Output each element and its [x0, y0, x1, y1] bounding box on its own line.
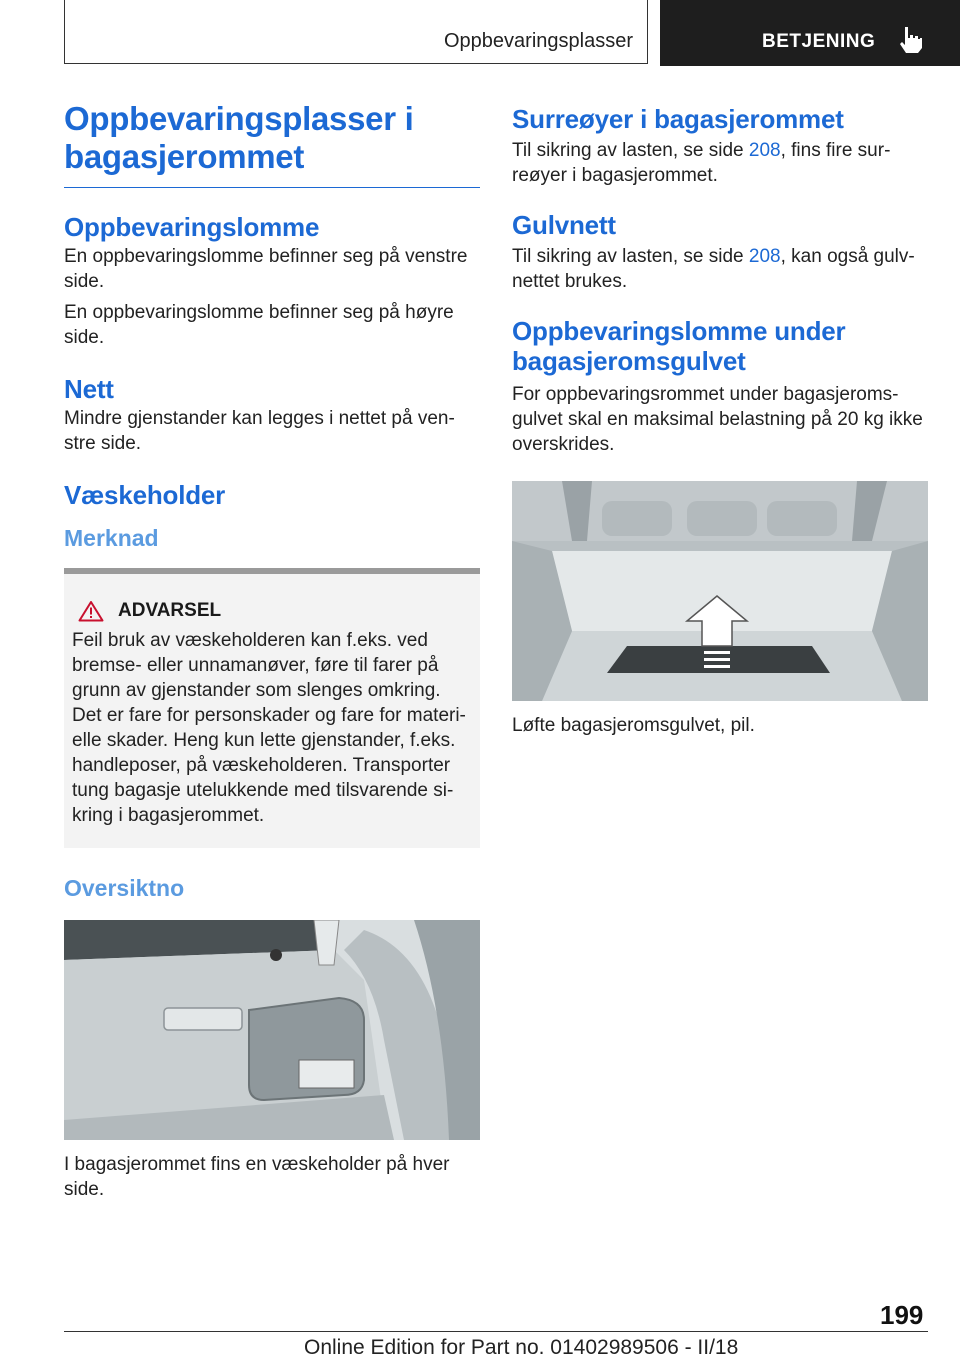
heading-note: Merknad: [64, 525, 159, 551]
left-column: [64, 100, 480, 1202]
paragraph: Til sikring av lasten, se side 208, fins fire sur- reøyer i bagasjerommet.: [512, 140, 891, 186]
paragraph: En oppbevaringslomme befinner seg på høyre side.: [64, 302, 454, 348]
edition-info: Online Edition for Part no. 01402989506 - II/18: [304, 1336, 739, 1359]
warning-box: [64, 568, 480, 848]
page-header: [0, 0, 960, 66]
page-title: Oppbevaringsplasser i bagasjerommet: [64, 100, 414, 175]
paragraph: En oppbevaringslomme befinner seg på venstre side.: [64, 246, 468, 292]
footer-rule: [64, 1331, 928, 1332]
chapter-title: BETJENING: [762, 31, 876, 52]
paragraph: Til sikring av lasten, se side 208, kan også gulv- nettet brukes.: [512, 246, 915, 292]
heading-floor-net: Gulvnett: [512, 210, 616, 240]
paragraph: Mindre gjenstander kan legges i nettet på ven- stre side.: [64, 408, 455, 454]
heading-liquid-holder: Væskeholder: [64, 480, 226, 510]
warning-header: [72, 600, 470, 622]
image-caption: I bagasjerommet fins en væskeholder på hver side.: [64, 1154, 450, 1200]
section-title: Oppbevaringsplasser: [444, 30, 633, 52]
chapter-tab: [660, 0, 960, 66]
trunk-liquid-holder-image: [64, 920, 480, 1140]
image-caption: Løfte bagasjeromsgulvet, pil.: [512, 715, 755, 736]
page-link-208[interactable]: 208: [748, 246, 781, 267]
heading-lashing-eyes: Surreøyer i bagasjerommet: [512, 104, 844, 134]
right-column: [512, 100, 928, 738]
warning-title: ADVARSEL: [118, 600, 222, 621]
heading-overview: Oversiktno: [64, 875, 185, 901]
title-rule: [64, 187, 480, 188]
warning-text: Feil bruk av væskeholderen kan f.eks. ved bremse- eller unnamanøver, føre til farer på grunn av gjenstander som slenges omkring. Det er fare for personskader og fare for materi- elle skader. Heng kun lette gjenstander, f.eks. handleposer, på væskeholderen. Transporter tung bagasje utelukkende med tilsvarende si- kring i bagasjerommet.: [72, 630, 466, 826]
page-link-208[interactable]: 208: [748, 140, 781, 161]
heading-storage-pocket: Oppbevaringslomme: [64, 212, 320, 242]
hand-pointer-icon: [896, 24, 924, 54]
heading-net: Nett: [64, 374, 114, 404]
warning-triangle-icon: [78, 600, 104, 622]
page-number: 199: [880, 1300, 924, 1330]
heading-underfloor-storage: Oppbevaringslomme under bagasjeromsgulvet: [512, 316, 846, 376]
paragraph: For oppbevaringsrommet under bagasjeroms- gulvet skal en maksimal belastning på 20 kg ikke overskrides.: [512, 384, 923, 455]
trunk-floor-lift-image: [512, 481, 928, 701]
section-tab: [64, 0, 648, 64]
